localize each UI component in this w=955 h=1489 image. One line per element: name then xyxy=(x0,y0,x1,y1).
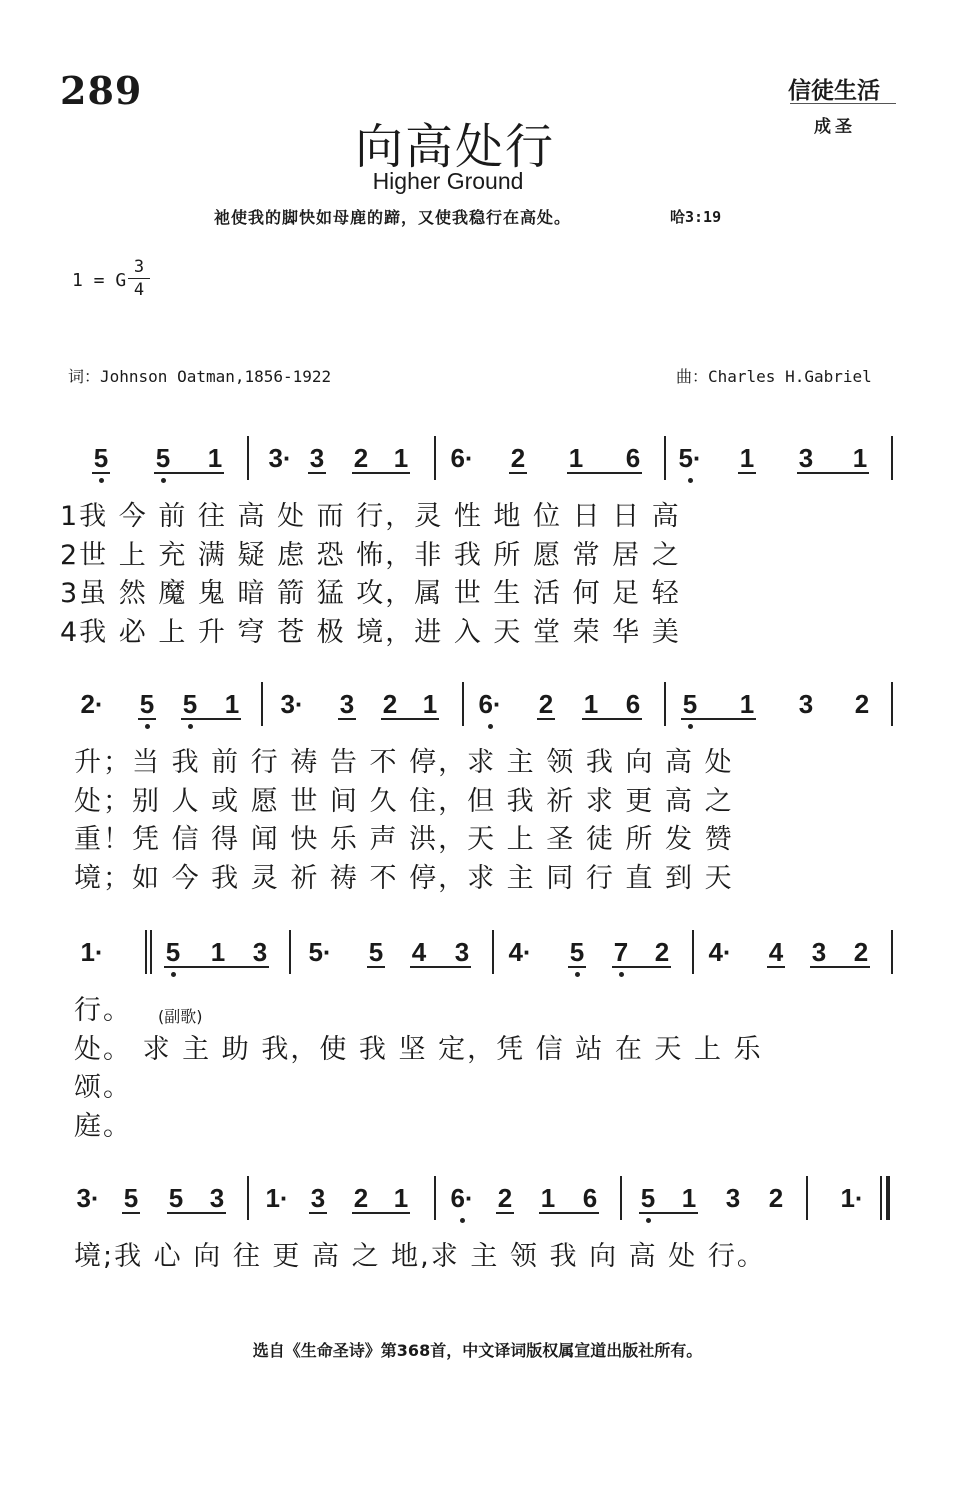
note: 3 xyxy=(209,1183,225,1213)
note: 6· xyxy=(478,689,502,719)
note-underline xyxy=(410,966,471,968)
octave-dot-low xyxy=(145,724,150,729)
note: 7 xyxy=(613,937,629,967)
note: 3 xyxy=(252,937,268,967)
scripture-verse: 祂使我的脚快如母鹿的蹄，又使我稳行在高处。 xyxy=(214,208,572,227)
copyright-footer: 选自《生命圣诗》第368首，中文译词版权属宣道出版社所有。 xyxy=(252,1341,703,1360)
note: 2 xyxy=(768,1183,784,1213)
note: 2 xyxy=(382,689,398,719)
note: 3 xyxy=(725,1183,741,1213)
note: 6· xyxy=(450,443,474,473)
category-label: 信徒生活 xyxy=(788,77,880,104)
note: 5 xyxy=(93,443,109,473)
double-barline xyxy=(150,930,152,974)
note: 2 xyxy=(853,937,869,967)
octave-dot-low xyxy=(619,972,624,977)
lyric-line: 升；当 我 前 行 祷 告 不 停，求 主 领 我 向 高 处 xyxy=(74,747,734,778)
lyric-line: 4我 必 上 升 穹 苍 极 境，进 入 天 堂 荣 华 美 xyxy=(60,616,681,648)
lyric-line: 3虽 然 魔 鬼 暗 箭 猛 攻，属 世 生 活 何 足 轻 xyxy=(60,578,681,609)
note-underline xyxy=(338,718,356,720)
note: 4 xyxy=(411,937,427,967)
note: 3 xyxy=(454,937,470,967)
note-underline xyxy=(539,1212,599,1214)
note-underline xyxy=(797,472,869,474)
hymn-subtitle: Higher Ground xyxy=(372,168,524,194)
lyric-line: 颂。 xyxy=(74,1072,132,1103)
note: 2 xyxy=(353,1183,369,1213)
note-underline xyxy=(810,966,870,968)
note: 1 xyxy=(224,689,240,719)
note: 1 xyxy=(852,443,868,473)
barline xyxy=(891,436,893,480)
note-underline xyxy=(381,718,439,720)
note-underline xyxy=(181,718,241,720)
note-underline xyxy=(537,718,555,720)
note-underline xyxy=(612,966,671,968)
note: 5 xyxy=(155,443,171,473)
octave-dot-low xyxy=(460,1218,465,1223)
note: 5 xyxy=(569,937,585,967)
note-underline xyxy=(738,472,756,474)
time-signature-top: 3 xyxy=(133,257,145,277)
hymn-number: 289 xyxy=(60,68,143,113)
lyric-line: 1我 今 前 往 高 处 而 行，灵 性 地 位 日 日 高 xyxy=(60,501,681,532)
note: 2· xyxy=(80,689,104,719)
note-underline xyxy=(639,1212,698,1214)
note: 4· xyxy=(708,937,732,967)
barline xyxy=(247,436,249,480)
note-underline xyxy=(352,472,410,474)
note: 1 xyxy=(583,689,599,719)
barline xyxy=(692,930,694,974)
note: 2 xyxy=(497,1183,513,1213)
note-underline xyxy=(167,1212,226,1214)
note: 1 xyxy=(393,1183,409,1213)
note: 6 xyxy=(582,1183,598,1213)
note-underline xyxy=(567,472,642,474)
note-underline xyxy=(367,966,385,968)
final-barline xyxy=(886,1176,890,1220)
note: 1 xyxy=(207,443,223,473)
note: 1· xyxy=(840,1183,864,1213)
note: 4 xyxy=(768,937,784,967)
note: 1 xyxy=(681,1183,697,1213)
lyric-line: 处。 求 主 助 我，使 我 坚 定，凭 信 站 在 天 上 乐 xyxy=(74,1033,763,1065)
note: 2 xyxy=(854,689,870,719)
note: 5 xyxy=(123,1183,139,1213)
note: 1 xyxy=(393,443,409,473)
barline xyxy=(891,682,893,726)
note: 1 xyxy=(422,689,438,719)
octave-dot-low xyxy=(688,478,693,483)
lyric-line: 重！凭 信 得 闻 快 乐 声 洪，天 上 圣 徒 所 发 赞 xyxy=(74,824,734,855)
barline xyxy=(289,930,291,974)
note: 3 xyxy=(811,937,827,967)
note: 1· xyxy=(80,937,104,967)
note-underline xyxy=(767,966,785,968)
composer-credit: 曲：Charles H.Gabriel xyxy=(676,367,872,386)
note-underline xyxy=(154,472,224,474)
time-signature-bottom: 4 xyxy=(128,278,150,301)
barline xyxy=(434,436,436,480)
octave-dot-low xyxy=(688,724,693,729)
note-underline xyxy=(308,472,326,474)
octave-dot-low xyxy=(646,1218,651,1223)
note-underline xyxy=(496,1212,514,1214)
note: 5 xyxy=(168,1183,184,1213)
note: 3· xyxy=(76,1183,100,1213)
note: 1 xyxy=(540,1183,556,1213)
note-underline xyxy=(92,472,110,474)
lyric-line: 行。 xyxy=(74,995,132,1026)
note: 3 xyxy=(798,443,814,473)
lyric-line: 境；如 今 我 灵 祈 祷 不 停，求 主 同 行 直 到 天 xyxy=(74,862,734,894)
lyric-line: 庭。 xyxy=(74,1110,132,1142)
hymn-title: 向高处行 xyxy=(354,119,555,175)
note-underline xyxy=(122,1212,140,1214)
note: 5 xyxy=(182,689,198,719)
note-underline xyxy=(568,966,586,968)
octave-dot-low xyxy=(488,724,493,729)
note: 4· xyxy=(508,937,532,967)
note: 3 xyxy=(309,443,325,473)
note-underline xyxy=(164,966,269,968)
barline xyxy=(492,930,494,974)
barline xyxy=(891,930,893,974)
barline xyxy=(145,930,147,974)
note-underline xyxy=(138,718,156,720)
lyric-line: 境;我 心 向 往 更 高 之 地,求 主 领 我 向 高 处 行。 xyxy=(74,1241,766,1272)
octave-dot-low xyxy=(99,478,104,483)
barline xyxy=(261,682,263,726)
note: 5 xyxy=(640,1183,656,1213)
note: 1 xyxy=(739,443,755,473)
barline xyxy=(247,1176,249,1220)
barline xyxy=(664,682,666,726)
lyric-line: 处；别 人 或 愿 世 间 久 住，但 我 祈 求 更 高 之 xyxy=(74,785,734,817)
note: 3· xyxy=(280,689,304,719)
note: 5 xyxy=(165,937,181,967)
note-underline xyxy=(509,472,527,474)
octave-dot-low xyxy=(188,724,193,729)
note-underline xyxy=(582,718,642,720)
note: 1· xyxy=(265,1183,289,1213)
barline xyxy=(620,1176,622,1220)
time-signature xyxy=(128,256,150,301)
subcategory-label: 成圣 xyxy=(814,117,856,137)
octave-dot-low xyxy=(171,972,176,977)
barline xyxy=(462,682,464,726)
note: 3 xyxy=(798,689,814,719)
note-underline xyxy=(681,718,756,720)
note: 5 xyxy=(139,689,155,719)
lyricist-credit: 词：Johnson Oatman,1856-1922 xyxy=(68,367,332,386)
octave-dot-low xyxy=(161,478,166,483)
final-barline-thin xyxy=(880,1176,882,1220)
note: 2 xyxy=(538,689,554,719)
note: 2 xyxy=(510,443,526,473)
note: 6 xyxy=(625,443,641,473)
note: 1 xyxy=(568,443,584,473)
note: 6 xyxy=(625,689,641,719)
note: 2 xyxy=(654,937,670,967)
note: 1 xyxy=(739,689,755,719)
note: 3· xyxy=(268,443,292,473)
note: 5 xyxy=(368,937,384,967)
barline xyxy=(434,1176,436,1220)
note: 2 xyxy=(353,443,369,473)
note: 5 xyxy=(682,689,698,719)
note-underline xyxy=(309,1212,327,1214)
note: 1 xyxy=(210,937,226,967)
note: 6· xyxy=(450,1183,474,1213)
scripture-reference: 哈3:19 xyxy=(670,208,722,226)
note: 5· xyxy=(678,443,702,473)
barline xyxy=(664,436,666,480)
note-underline xyxy=(352,1212,410,1214)
category-divider xyxy=(790,103,896,104)
octave-dot-low xyxy=(575,972,580,977)
note: 3 xyxy=(339,689,355,719)
lyric-line: 2世 上 充 满 疑 虑 恐 怖，非 我 所 愿 常 居 之 xyxy=(60,539,681,571)
key-signature: 1 = G xyxy=(72,270,127,291)
barline xyxy=(806,1176,808,1220)
note: 5· xyxy=(308,937,332,967)
chorus-label: (副歌) xyxy=(158,1007,203,1026)
note: 3 xyxy=(310,1183,326,1213)
